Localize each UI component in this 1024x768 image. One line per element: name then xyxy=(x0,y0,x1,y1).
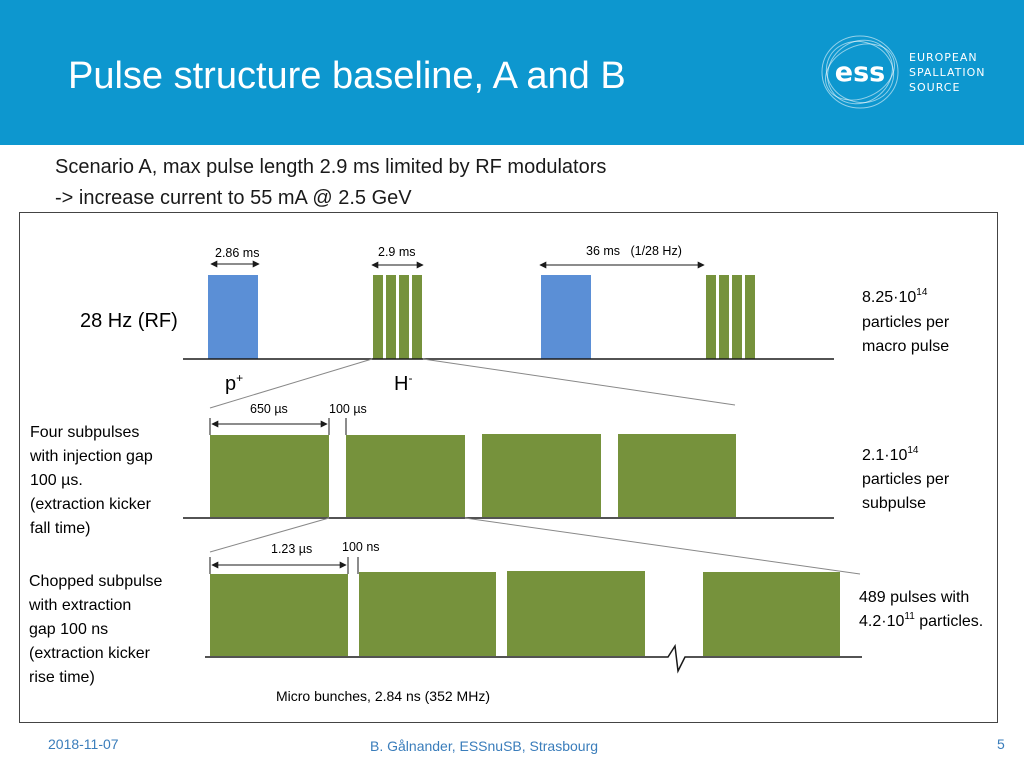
proton-label: p+ xyxy=(225,371,244,395)
row3-desc-line-1: Chopped subpulse xyxy=(29,573,163,590)
chopped-pulse-2 xyxy=(359,572,496,656)
row2-desc-line-1: Four subpulses xyxy=(30,424,140,441)
dim-label-period: 36 ms (1/28 Hz) xyxy=(586,244,682,258)
scenario-line-2: -> increase current to 55 mA @ 2.5 GeV xyxy=(55,187,412,209)
row2-desc-line-4: (extraction kicker xyxy=(30,496,151,513)
hminus-pulse-1 xyxy=(373,275,422,359)
micro-bunches-label: Micro bunches, 2.84 ns (352 MHz) xyxy=(276,688,490,704)
dim-label-chopped: 1.23 µs xyxy=(271,542,313,556)
footer-date: 2018-11-07 xyxy=(48,736,119,752)
zoom-line-right-2 xyxy=(465,518,860,574)
row2-desc-line-2: with injection gap xyxy=(30,448,153,465)
scenario-line-1: Scenario A, max pulse length 2.9 ms limited by RF modulators xyxy=(55,156,607,178)
hminus-label: H- xyxy=(394,371,413,395)
row3-desc-line-3: gap 100 ns xyxy=(29,621,109,638)
row2-desc-line-5: fall time) xyxy=(30,520,91,537)
dim-label-proton: 2.86 ms xyxy=(215,246,260,260)
row3-note xyxy=(859,589,983,630)
row3-note-line-2: $4.2\cdot 10^{11}$ particles. xyxy=(859,611,984,630)
row1-note-line-3: macro pulse xyxy=(862,338,950,355)
logo-line-1: EUROPEAN xyxy=(909,51,978,64)
dim-label-hminus: 2.9 ms xyxy=(378,245,416,259)
dim-label-injection-gap: 100 µs xyxy=(329,402,367,416)
row3-desc-line-4: (extraction kicker xyxy=(29,645,150,662)
row2-note-line-1: $2.1\cdot 10^{14}$ xyxy=(862,445,919,464)
row3-desc-line-2: with extraction xyxy=(29,597,132,614)
row-chopped-subpulse xyxy=(28,540,983,704)
chopped-pulse-last xyxy=(703,572,840,656)
logo-line-2: SPALLATION xyxy=(909,66,986,79)
chopped-pulse-1 xyxy=(210,574,348,656)
subpulse-2 xyxy=(346,435,465,517)
row2-note xyxy=(862,445,950,512)
row-subpulses xyxy=(29,402,950,537)
row2-description xyxy=(29,424,153,537)
row1-note xyxy=(862,287,950,355)
row2-note-line-2: particles per xyxy=(862,471,950,488)
dim-label-extraction-gap: 100 ns xyxy=(342,540,380,554)
proton-pulse-1 xyxy=(208,275,258,359)
row3-description xyxy=(28,573,163,686)
zoom-line-right-1 xyxy=(423,359,735,405)
row1-label: 28 Hz (RF) xyxy=(80,310,178,332)
row3-desc-line-5: rise time) xyxy=(29,669,95,686)
subpulse-1 xyxy=(210,435,329,517)
subpulse-3 xyxy=(482,434,601,517)
row1-note-line-1: $8.25\cdot 10^{14}$ xyxy=(862,287,928,306)
page-number: 5 xyxy=(997,736,1005,752)
hminus-pulse-2 xyxy=(706,275,755,359)
logo-mark-text: ess xyxy=(834,57,886,88)
chopped-pulse-3 xyxy=(507,571,645,656)
row3-note-line-1: 489 pulses with xyxy=(859,589,970,606)
footer-author: B. Gålnander, ESSnuSB, Strasbourg xyxy=(370,738,599,754)
dim-label-subpulse: 650 µs xyxy=(250,402,288,416)
row2-desc-line-3: 100 µs. xyxy=(30,472,83,489)
subpulse-4 xyxy=(618,434,736,517)
proton-pulse-2 xyxy=(541,275,591,359)
row2-note-line-3: subpulse xyxy=(862,495,927,512)
row1-note-line-2: particles per xyxy=(862,314,950,331)
logo-line-3: SOURCE xyxy=(909,81,961,94)
slide-title: Pulse structure baseline, A and B xyxy=(68,55,626,97)
